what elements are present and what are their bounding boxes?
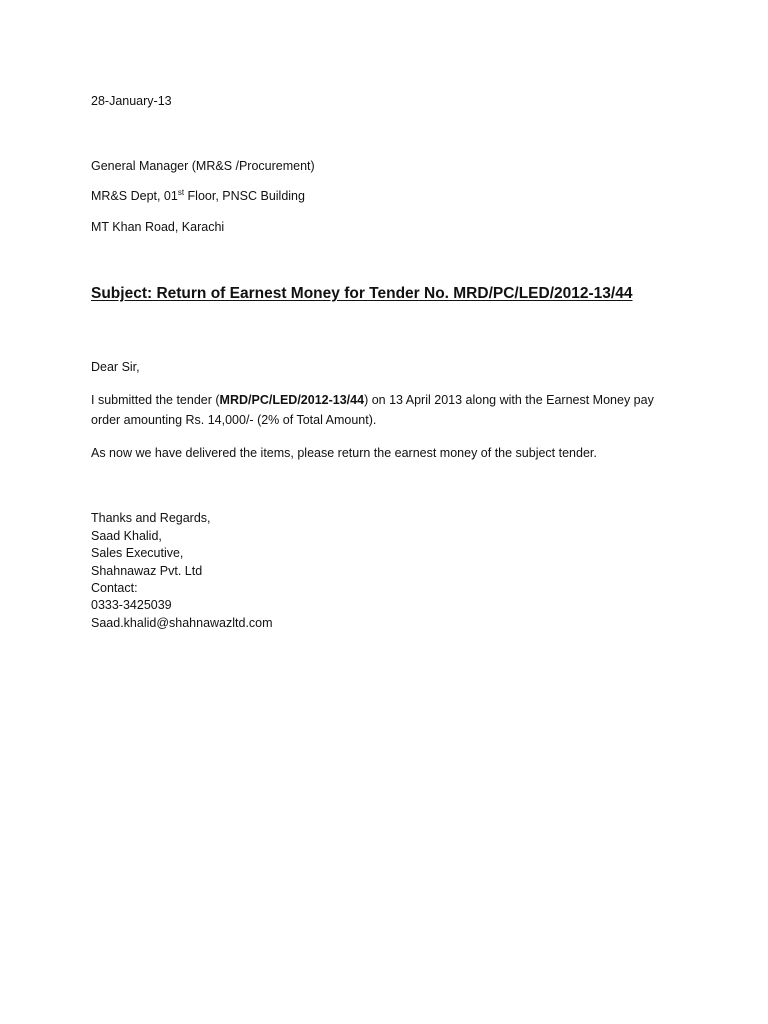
recipient-title: General Manager (MR&S /Procurement)	[91, 159, 315, 173]
recipient-dept-superscript: st	[177, 188, 185, 197]
sender-name: Saad Khalid,	[91, 529, 162, 543]
recipient-address: MT Khan Road, Karachi	[91, 220, 225, 234]
tender-number: MRD/PC/LED/2012-13/44	[219, 393, 365, 407]
contact-label: Contact:	[91, 581, 138, 595]
recipient-department	[91, 188, 305, 205]
sender-company: Shahnawaz Pvt. Ltd	[91, 564, 203, 578]
body-paragraph-1-line-1	[91, 392, 654, 409]
recipient-dept-prefix: MR&S Dept, 01	[91, 189, 178, 203]
body-paragraph-1-line-2: order amounting Rs. 14,000/- (2% of Total Amount).	[91, 413, 377, 427]
body-p1-before: I submitted the tender (	[91, 393, 220, 407]
sender-email: Saad.khalid@shahnawazltd.com	[91, 616, 273, 630]
body-paragraph-2: As now we have delivered the items, please return the earnest money of the subject tender.	[91, 446, 597, 460]
letter-date: 28-January-13	[91, 94, 172, 108]
sender-position: Sales Executive,	[91, 546, 184, 560]
salutation: Dear Sir,	[91, 360, 140, 374]
body-p1-after: ) on 13 April 2013 along with the Earnest Money pay	[364, 393, 654, 407]
letter-subject: Subject: Return of Earnest Money for Tender No. MRD/PC/LED/2012-13/44	[91, 285, 633, 302]
recipient-dept-suffix: Floor, PNSC Building	[184, 189, 305, 203]
sender-phone: 0333-3425039	[91, 598, 172, 612]
closing-regards: Thanks and Regards,	[91, 511, 211, 525]
